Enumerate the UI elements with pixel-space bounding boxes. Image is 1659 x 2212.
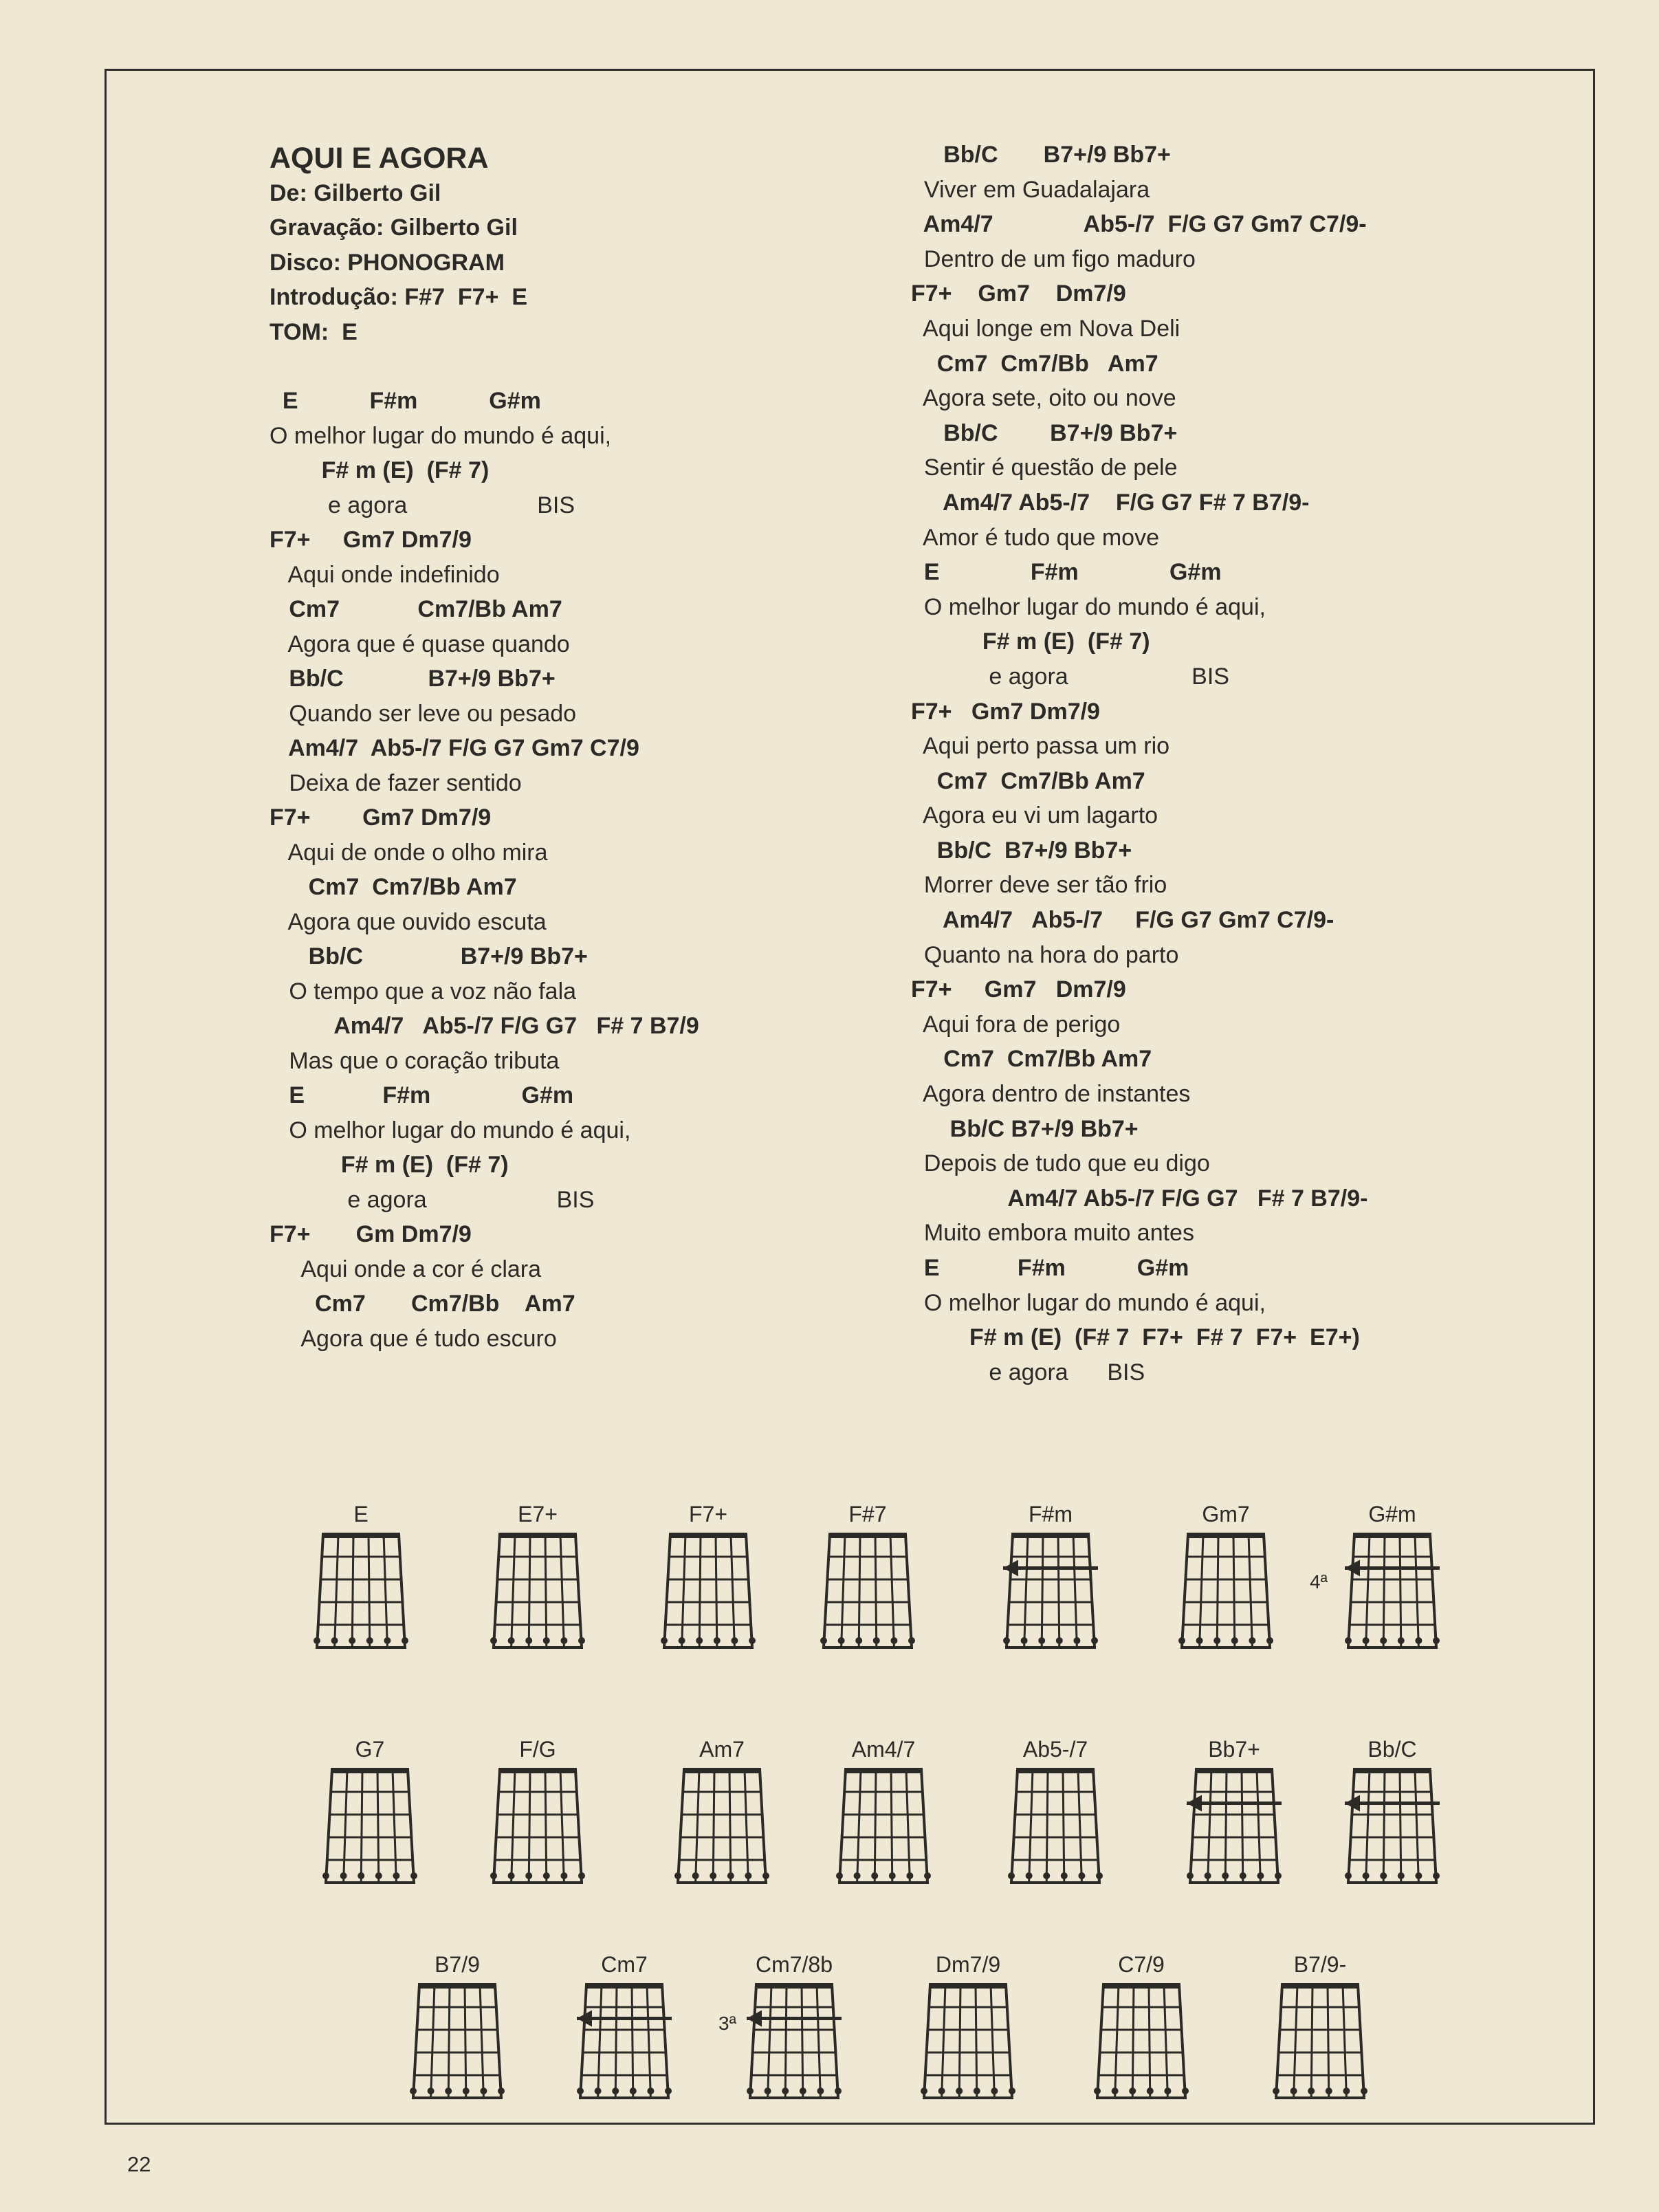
chord-diagram-label: Am7 (699, 1737, 745, 1762)
chord-line: Bb/C B7+/9 Bb7+ (270, 943, 588, 970)
song-column-left (270, 141, 875, 1356)
lyric-line: Agora sete, oito ou nove (911, 385, 1176, 412)
chord-line: F7+ Gm7 Dm7/9 (911, 698, 1100, 725)
lyric-line: Aqui perto passa um rio (911, 733, 1170, 760)
chord-line: F7+ Gm7 Dm7/9 (911, 976, 1126, 1003)
lyric-line: Aqui longe em Nova Deli (911, 315, 1180, 342)
song-recording: Gravação: Gilberto Gil (270, 215, 518, 241)
chord-line: Am4/7 Ab5-/7 F/G G7 F# 7 B7/9- (911, 489, 1310, 516)
chord-diagram-label: E7+ (518, 1502, 558, 1526)
lyric-line: Quando ser leve ou pesado (270, 700, 577, 727)
chord-line: F# m (E) (F# 7) (270, 457, 490, 483)
chord-diagram-label: Cm7 (601, 1952, 648, 1977)
chord-diagram-label: Am4/7 (851, 1737, 916, 1762)
chord-line: F# m (E) (F# 7) (911, 628, 1150, 655)
chord-line: Cm7 Cm7/Bb Am7 (911, 1046, 1152, 1073)
lyric-line: Aqui de onde o olho mira (270, 839, 548, 866)
lyric-line: e agora BIS (270, 492, 575, 518)
chord-diagram-label: Gm7 (1202, 1502, 1250, 1526)
chord-line: Am4/7 Ab5-/7 F/G G7 F# 7 B7/9- (911, 1185, 1368, 1212)
chord-diagram-label: G7 (355, 1737, 385, 1762)
lyric-line: Aqui fora de perigo (911, 1011, 1121, 1038)
chord-line: F7+ Gm7 Dm7/9 (911, 281, 1126, 307)
chord-diagram-label: E (353, 1502, 369, 1526)
song-key: TOM: E (270, 318, 358, 345)
chord-line: Cm7 Cm7/Bb Am7 (911, 350, 1158, 377)
chord-diagram-label: F#m (1029, 1502, 1073, 1526)
chord-line: Bb/C B7+/9 Bb7+ (911, 837, 1132, 864)
lyric-line: Depois de tudo que eu digo (911, 1150, 1210, 1177)
chord-line: Cm7 Cm7/Bb Am7 (911, 767, 1145, 794)
chord-line: Bb/C B7+/9 Bb7+ (911, 142, 1171, 168)
song-author: De: Gilberto Gil (270, 179, 441, 206)
song-column-right (911, 138, 1530, 1390)
lyric-line: Agora que é quase quando (270, 631, 570, 657)
chord-diagram-label: G#m (1368, 1502, 1416, 1526)
chord-diagram-label: C7/9 (1118, 1952, 1165, 1977)
song-disc: Disco: PHONOGRAM (270, 249, 505, 276)
chord-line: Am4/7 Ab5-/7 F/G G7 Gm7 C7/9- (911, 907, 1334, 934)
chord-diagram-label: F/G (519, 1737, 556, 1762)
lyric-line: O melhor lugar do mundo é aqui, (911, 593, 1266, 620)
lyric-line: Viver em Guadalajara (911, 176, 1150, 203)
chord-diagram-label: B7/9- (1293, 1952, 1347, 1977)
lyric-line: Muito embora muito antes (911, 1220, 1194, 1247)
lyrics-right (911, 138, 1530, 1390)
chord-line: E F#m G#m (270, 1082, 574, 1108)
chord-line: Am4/7 Ab5-/7 F/G G7 Gm7 C7/9 (270, 735, 639, 761)
chord-line: Cm7 Cm7/Bb Am7 (270, 874, 517, 900)
lyric-line: Dentro de um figo maduro (911, 245, 1196, 272)
lyric-line: Sentir é questão de pele (911, 455, 1178, 481)
lyric-line: e agora BIS (911, 1359, 1145, 1386)
song-title: AQUI E AGORA (270, 142, 489, 175)
chord-diagram-label: Dm7/9 (935, 1952, 1001, 1977)
page-number: 22 (127, 2152, 151, 2176)
fret-position-mark: 4ª (1310, 1571, 1328, 1592)
lyric-line: Agora eu vi um lagarto (911, 802, 1158, 829)
lyrics-left (270, 384, 875, 1356)
lyric-line: O melhor lugar do mundo é aqui, (270, 422, 612, 449)
chord-line: Bb/C B7+/9 Bb7+ (911, 1115, 1139, 1142)
chord-line: F7+ Gm7 Dm7/9 (270, 804, 492, 831)
lyric-line: e agora BIS (270, 1186, 595, 1213)
lyric-line: Deixa de fazer sentido (270, 769, 522, 796)
chord-diagram-label: Bb7+ (1208, 1737, 1260, 1762)
chord-line: F7+ Gm Dm7/9 (270, 1221, 472, 1247)
chord-diagram-label: F#7 (848, 1502, 887, 1526)
chord-line: Bb/C B7+/9 Bb7+ (270, 666, 556, 692)
lyric-line: Agora que ouvido escuta (270, 908, 547, 935)
chord-line: F7+ Gm7 Dm7/9 (270, 527, 472, 553)
chord-line: Am4/7 Ab5-/7 F/G G7 F# 7 B7/9 (270, 1013, 699, 1039)
lyric-line: Aqui onde indefinido (270, 561, 500, 588)
chord-diagram-label: B7/9 (435, 1952, 480, 1977)
chord-diagram-label: Ab5-/7 (1022, 1737, 1088, 1762)
lyric-line: O melhor lugar do mundo é aqui, (911, 1289, 1266, 1316)
chord-line: E F#m G#m (270, 388, 541, 414)
lyric-line: Agora dentro de instantes (911, 1081, 1191, 1108)
chord-diagram-label: Cm7/8b (755, 1952, 833, 1977)
lyric-line: e agora BIS (911, 663, 1229, 690)
chord-line: Am4/7 Ab5-/7 F/G G7 Gm7 C7/9- (911, 211, 1367, 238)
chord-line: Bb/C B7+/9 Bb7+ (911, 419, 1178, 446)
lyric-line: Agora que é tudo escuro (270, 1325, 557, 1352)
chord-line: F# m (E) (F# 7 F7+ F# 7 F7+ E7+) (911, 1324, 1360, 1351)
chord-line: Cm7 Cm7/Bb Am7 (270, 596, 562, 622)
lyric-line: Amor é tudo que move (911, 524, 1159, 551)
lyric-line: Aqui onde a cor é clara (270, 1256, 542, 1282)
chord-line: Cm7 Cm7/Bb Am7 (270, 1291, 575, 1317)
lyric-line: O tempo que a voz não fala (270, 978, 577, 1005)
lyric-line: Quanto na hora do parto (911, 941, 1179, 968)
chord-line: F# m (E) (F# 7) (270, 1152, 509, 1178)
lyric-line: Morrer deve ser tão frio (911, 872, 1167, 899)
chord-diagram-label: F7+ (688, 1502, 728, 1526)
fret-position-mark: 3ª (718, 2013, 736, 2034)
lyric-line: Mas que o coração tributa (270, 1047, 560, 1074)
chord-line: E F#m G#m (911, 559, 1222, 586)
lyric-line: O melhor lugar do mundo é aqui, (270, 1117, 631, 1143)
chord-diagram-label: Bb/C (1367, 1737, 1417, 1762)
song-intro: Introdução: F#7 F7+ E (270, 284, 528, 310)
chord-line: E F#m G#m (911, 1255, 1189, 1281)
